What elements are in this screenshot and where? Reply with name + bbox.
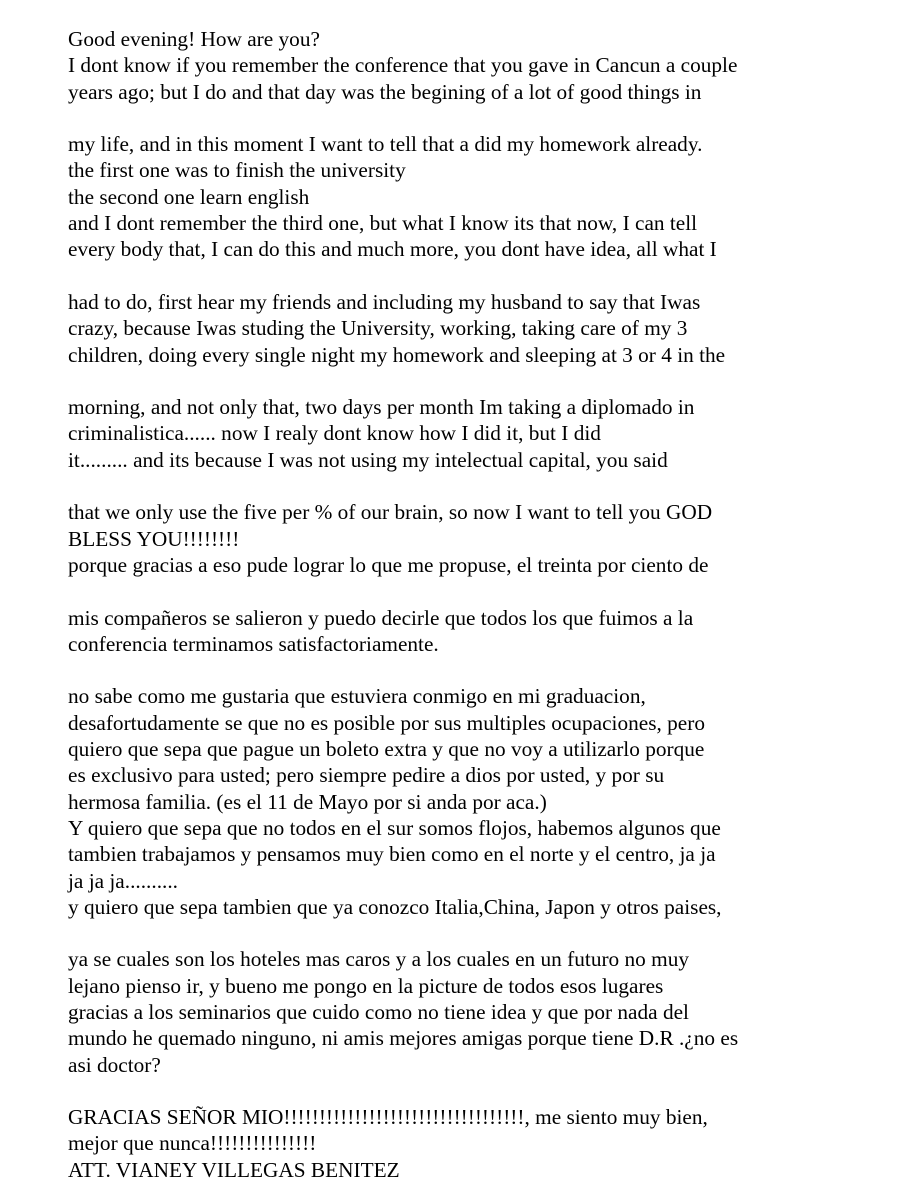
text-line: conferencia terminamos satisfactoriamente. — [68, 631, 439, 656]
text-line: es exclusivo para usted; pero siempre pedire a dios por usted, y por su — [68, 763, 665, 788]
text-line: asi doctor? — [68, 1052, 161, 1077]
blank-line — [68, 920, 868, 946]
text-line: BLESS YOU!!!!!!!! — [68, 526, 240, 551]
text-line: ja ja ja.......... — [68, 868, 178, 893]
text-line: hermosa familia. (es el 11 de Mayo por si anda por aca.) — [68, 789, 547, 814]
text-line: crazy, because Iwas studing the University, working, taking care of my 3 — [68, 316, 688, 341]
text-line: criminalistica...... now I realy dont know how I did it, but I did — [68, 421, 601, 446]
text-line: mundo he quemado ninguno, ni amis mejores amigas porque tiene D.R .¿no es — [68, 1026, 739, 1051]
blank-line — [68, 368, 868, 394]
blank-line — [68, 657, 868, 683]
blank-line — [68, 105, 868, 131]
text-line: GRACIAS SEÑOR MIO!!!!!!!!!!!!!!!!!!!!!!!!!!!!!!!!!!, me siento muy bien, — [68, 1105, 708, 1130]
text-line: gracias a los seminarios que cuido como no tiene idea y que por nada del — [68, 999, 689, 1024]
text-line: had to do, first hear my friends and including my husband to say that Iwas — [68, 289, 701, 314]
text-line: I dont know if you remember the conference that you gave in Cancun a couple — [68, 53, 738, 78]
blank-line — [68, 1078, 868, 1104]
text-line: my life, and in this moment I want to tell that a did my homework already. — [68, 132, 703, 157]
text-line: children, doing every single night my homework and sleeping at 3 or 4 in the — [68, 342, 726, 367]
text-line: morning, and not only that, two days per month Im taking a diplomado in — [68, 395, 695, 420]
text-line: desafortudamente se que no es posible por sus multiples ocupaciones, pero — [68, 710, 705, 735]
text-line: Good evening! How are you? — [68, 27, 320, 51]
text-line: every body that, I can do this and much more, you dont have idea, all what I — [68, 237, 717, 262]
text-line: y quiero que sepa tambien que ya conozco Italia,China, Japon y otros paises, — [68, 894, 722, 919]
text-line: the second one learn english — [68, 184, 310, 209]
letter-document — [68, 26, 868, 1183]
text-line: ya se cuales son los hoteles mas caros y a los cuales en un futuro no muy — [68, 947, 690, 972]
text-line: tambien trabajamos y pensamos muy bien como en el norte y el centro, ja ja — [68, 842, 716, 867]
text-line: no sabe como me gustaria que estuviera conmigo en mi graduacion, — [68, 684, 646, 709]
text-line: years ago; but I do and that day was the begining of a lot of good things in — [68, 79, 702, 104]
text-line: mis compañeros se salieron y puedo decirle que todos los que fuimos a la — [68, 605, 694, 630]
text-line: the first one was to finish the university — [68, 158, 406, 183]
blank-line — [68, 473, 868, 499]
text-line: mejor que nunca!!!!!!!!!!!!!!! — [68, 1131, 317, 1156]
text-line: and I dont remember the third one, but what I know its that now, I can tell — [68, 211, 698, 236]
text-line: quiero que sepa que pague un boleto extra y que no voy a utilizarlo porque — [68, 737, 705, 762]
text-line: that we only use the five per % of our brain, so now I want to tell you GOD — [68, 500, 713, 525]
blank-line — [68, 263, 868, 289]
blank-line — [68, 578, 868, 604]
text-line: porque gracias a eso pude lograr lo que me propuse, el treinta por ciento de — [68, 552, 709, 577]
text-line: it......... and its because I was not using my intelectual capital, you said — [68, 447, 668, 472]
text-line: lejano pienso ir, y bueno me pongo en la picture de todos esos lugares — [68, 973, 664, 998]
text-line: ATT. VIANEY VILLEGAS BENITEZ — [68, 1157, 400, 1182]
text-line: Y quiero que sepa que no todos en el sur somos flojos, habemos algunos que — [68, 815, 721, 840]
